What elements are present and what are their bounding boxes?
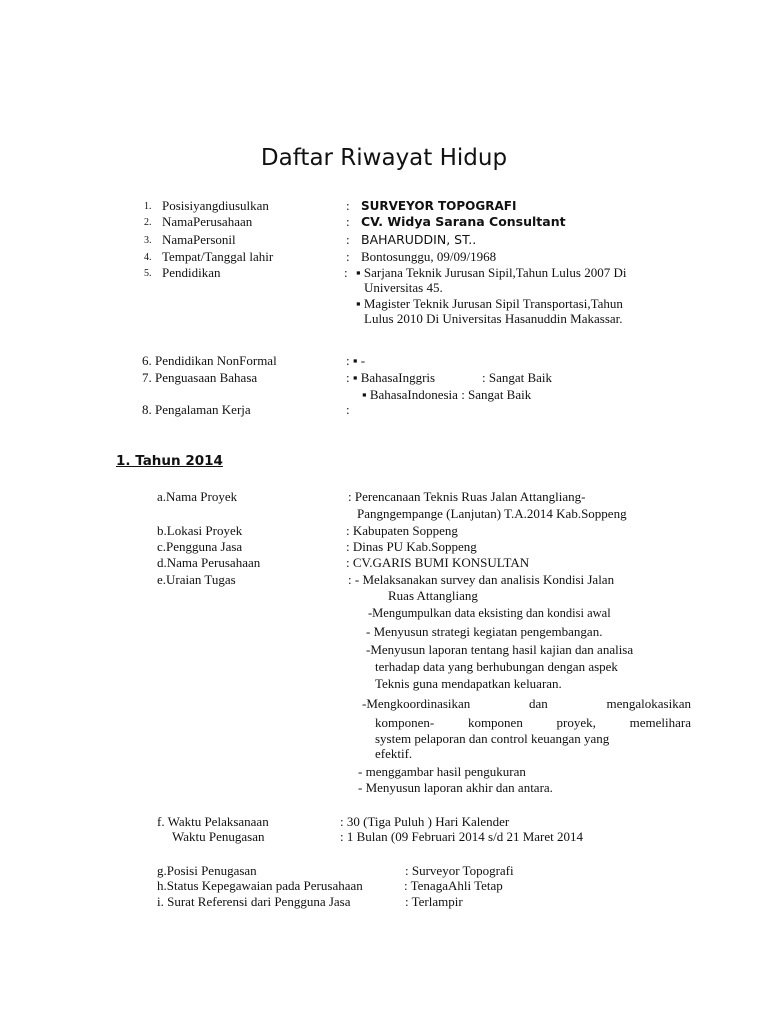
value-birth: Bontosunggu, 09/09/1968 [361, 249, 497, 264]
value-position: SURVEYOR TOPOGRAFI [361, 199, 517, 213]
task-item-cont: Ruas Attangliang [388, 588, 478, 603]
item-number: 5. [144, 268, 152, 279]
section-heading-2014: 1. Tahun 2014 [116, 453, 223, 469]
task-item: - menggambar hasil pengukuran [358, 764, 526, 779]
label-assigned-position: g.Posisi Penugasan [157, 863, 257, 878]
value-experience: : [346, 402, 350, 417]
value-nonformal: : ▪ - [346, 353, 366, 368]
task-item: - Menyusun laporan akhir dan antara. [358, 780, 553, 795]
value-location: : Kabupaten Soppeng [346, 523, 458, 538]
item-number: 3. [144, 235, 152, 246]
task-item: : - Melaksanakan survey dan analisis Kondisi Jalan [348, 572, 615, 587]
task-item-cont: Teknis guna mendapatkan keluaran. [375, 676, 562, 691]
value-reference-letter: : Terlampir [405, 894, 463, 909]
label-project-name: a.Nama Proyek [157, 489, 238, 504]
label-client: c.Pengguna Jasa [157, 539, 243, 554]
label-nonformal: 6. Pendidikan NonFormal [142, 353, 277, 368]
label-position: Posisiyangdiusulkan [162, 198, 269, 213]
item-number: 4. [144, 252, 152, 263]
label-assignment-time: Waktu Penugasan [172, 829, 265, 844]
separator: : [346, 249, 350, 264]
label-experience: 8. Pengalaman Kerja [142, 402, 251, 417]
value-language-english: : ▪ BahasaInggris [346, 370, 436, 385]
label-birth: Tempat/Tanggal lahir [162, 249, 274, 264]
separator: : [344, 265, 348, 280]
task-item-cont: system pelaporan dan control keuangan yang [375, 731, 610, 746]
page-title: Daftar Riwayat Hidup [260, 145, 508, 171]
education-item-cont: Universitas 45. [364, 280, 443, 295]
task-item: - Menyusun strategi kegiatan pengembangan. [366, 624, 603, 639]
item-number: 1. [144, 201, 152, 212]
task-item-cont: komponen- komponen proyek, memelihara [375, 715, 691, 730]
separator: : [346, 214, 350, 229]
value-project-name: : Perencanaan Teknis Ruas Jalan Attangliang- [348, 489, 586, 504]
label-company-name: d.Nama Perusahaan [157, 555, 261, 570]
value-employment-status: : TenagaAhli Tetap [404, 878, 503, 893]
value-assignment-time: : 1 Bulan (09 Februari 2014 s/d 21 Maret 2014 [340, 829, 583, 844]
task-item: -Mengumpulkan data eksisting dan kondisi awal [368, 606, 611, 620]
education-item: ▪ Sarjana Teknik Jurusan Sipil,Tahun Lulus 2007 Di [356, 265, 627, 280]
value-client: : Dinas PU Kab.Soppeng [346, 539, 477, 554]
education-item-cont: Lulus 2010 Di Universitas Hasanuddin Makassar. [364, 311, 623, 326]
value-company-name: : CV.GARIS BUMI KONSULTAN [346, 555, 530, 570]
value-duration: : 30 (Tiga Puluh ) Hari Kalender [340, 814, 510, 829]
separator: : [346, 232, 350, 247]
item-number: 2. [144, 217, 152, 228]
label-company: NamaPerusahaan [162, 214, 253, 229]
task-item: -Menyusun laporan tentang hasil kajian dan analisa [366, 642, 634, 657]
value-company: CV. Widya Sarana Consultant [361, 214, 566, 229]
label-name: NamaPersonil [162, 232, 236, 247]
education-item: ▪ Magister Teknik Jurusan Sipil Transportasi,Tahun [356, 296, 623, 311]
label-duration: f. Waktu Pelaksanaan [157, 814, 269, 829]
task-item: -Mengkoordinasikan dan mengalokasikan [362, 696, 691, 711]
value-project-name-cont: Pangngempange (Lanjutan) T.A.2014 Kab.Soppeng [357, 506, 627, 521]
separator: : [346, 198, 350, 213]
value-language-indonesian: ▪ BahasaIndonesia : Sangat Baik [362, 387, 532, 402]
label-reference-letter: i. Surat Referensi dari Pengguna Jasa [157, 894, 351, 909]
label-education: Pendidikan [162, 265, 221, 280]
label-location: b.Lokasi Proyek [157, 523, 243, 538]
value-name: BAHARUDDIN, ST.. [361, 232, 477, 247]
grade-english: : Sangat Baik [482, 370, 553, 385]
task-item-cont: efektif. [375, 746, 413, 761]
label-languages: 7. Penguasaan Bahasa [142, 370, 258, 385]
label-employment-status: h.Status Kepegawaian pada Perusahaan [157, 878, 363, 893]
value-assigned-position: : Surveyor Topografi [405, 863, 514, 878]
task-item-cont: terhadap data yang berhubungan dengan aspek [375, 659, 618, 674]
label-tasks: e.Uraian Tugas [157, 572, 236, 587]
